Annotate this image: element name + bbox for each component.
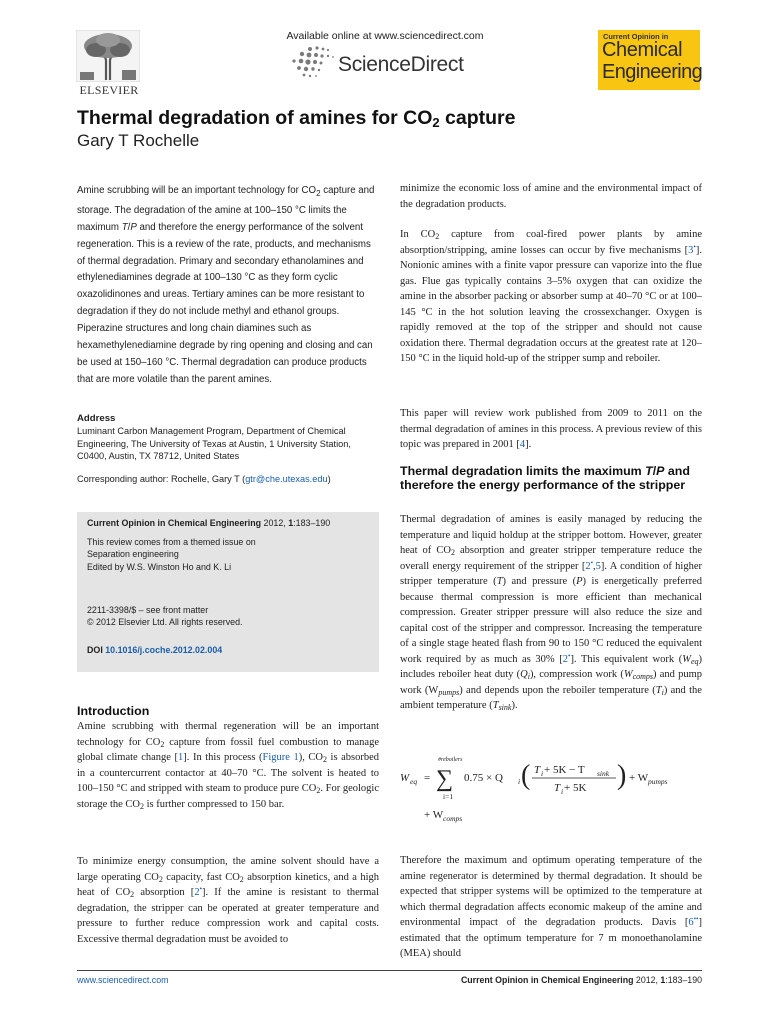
- info-box-theme: This review comes from a themed issue on Separation engineering Edited by W.S. Winston Ho and K. Li: [87, 537, 256, 572]
- footer-divider: [77, 970, 702, 971]
- info-box-issn: 2211-3398/$ – see front matter © 2012 Elsevier Ltd. All rights reserved.: [87, 605, 243, 628]
- eq-coef-sub: i: [518, 777, 521, 786]
- journal-name-line1: Chemical: [602, 39, 683, 61]
- address-text: Luminant Carbon Management Program, Department of Chemical Engineering, The University of Texas at Austin, 1 University Station, C0400, Austin, TX 78712, United States: [77, 426, 351, 462]
- abstract: Amine scrubbing will be an important technology for $CO_2$ capture and storage. The degradation of the amine at 100–150 °C limits the maximum T/P and therefore the energy performance of the solvent regeneration. This is a review of the rate, products, and mechanisms of thermal degradation. Primary and secondary ethanolamines and ethylenediamines degrade at 100–130 °C as they form cyclic oxazolidinones and ureas. Tertiary amines can be more resistant to degradation if they do not include methyl and ethanol groups. Piperazine structures and long chain diamines such as hexamethylenediamine degrade by ring opening and closing and can be used at 150–160 °C. Thermal degradation can produce products that are more volatile than the parent amines.: [77, 185, 375, 385]
- eq-num-i: i: [541, 769, 544, 778]
- eq-equals: =: [424, 772, 431, 784]
- footer-url-link[interactable]: www.sciencedirect.com: [77, 975, 169, 985]
- elsevier-tree-icon: [76, 30, 140, 82]
- right-paragraph-1: minimize the economic loss of amine and the environmental impact of the degradation products.: [400, 183, 702, 210]
- eq-sum-upper: #reboilers: [438, 757, 463, 763]
- corresponding-suffix: ): [327, 474, 331, 484]
- elsevier-logo: [76, 30, 142, 98]
- thermal-paragraph-2: Therefore the maximum and optimum operating temperature of the amine regenerator is determined by thermal degradation. It should be expected that stripper systems will be optimized to the temperature at which thermal degradation affects economic makeup of the amine and environmental impact of the degradation products. Davis [6••] estimated that the optimum temperature for 7 m monoethanolamine (MEA) should: [400, 855, 702, 959]
- article-info-box: [77, 512, 379, 672]
- eq-coefficient: 0.75 × Q: [464, 772, 503, 784]
- introduction-paragraph-2: To minimize energy consumption, the amine solvent should have a large operating $CO_2$ capacity, fast $CO_2$ absorption kinetics, and a high heat of $CO_2$ absorption [2•]. If the amine is resistant to thermal degradation, the stripper can be operated at greater temperature and pressure to further reduce compression work and capital costs. Excessive thermal degradation must be avoided to: [77, 856, 379, 945]
- available-online-text: Available online at www.sciencedirect.com: [286, 30, 484, 42]
- eq-den-rest: + 5K: [564, 782, 587, 794]
- eq-plus-comps: + W: [424, 809, 444, 821]
- introduction-paragraph-1: Amine scrubbing with thermal regeneration will be an important technology for $CO_2$ capture from fossil fuel combustion to manage global climate change [1]. In this process (Figure 1), $CO_2$ is absorbed in a countercurrent contactor at 40–70 °C. The solvent is heated to 100–150 °C and stripped with steam to produce pure $CO_2$. For geologic storage the $CO_2$ is further compressed to 150 bar.: [77, 721, 380, 811]
- eq-num-rest: + 5K − T: [544, 764, 585, 776]
- info-box-journal: Current Opinion in Chemical Engineering 2012, 1:183–190: [87, 518, 331, 528]
- sciencedirect-dots-icon: [290, 45, 338, 81]
- eq-num-sink: sink: [597, 769, 610, 778]
- corresponding-prefix: Corresponding author: Rochelle, Gary T (: [77, 474, 246, 484]
- eq-comps-sub: comps: [443, 814, 463, 823]
- footer-citation: Current Opinion in Chemical Engineering 2012, 1:183–190: [460, 975, 702, 985]
- article-title: Thermal degradation of amines for $CO_2$ capture: [77, 107, 516, 130]
- eq-plus-pumps: + W: [629, 772, 649, 784]
- eq-lhs: W: [400, 772, 410, 784]
- eq-paren-right: ): [617, 760, 627, 791]
- doi-link[interactable]: 10.1016/j.coche.2012.02.004: [105, 645, 223, 655]
- eq-den-i: i: [561, 787, 564, 796]
- eq-pumps-sub: pumps: [648, 777, 668, 786]
- thermal-degradation-heading: Thermal degradation limits the maximum T/P and therefore the energy performance of the stripper: [400, 464, 690, 492]
- eq-num-t: T: [534, 764, 541, 776]
- introduction-heading: Introduction: [77, 704, 150, 718]
- author-email-link[interactable]: gtr@che.utexas.edu: [245, 474, 328, 484]
- journal-prefix: Current Opinion in: [603, 32, 669, 41]
- address-heading: Address: [77, 413, 116, 424]
- corresponding-author: [77, 474, 378, 484]
- elsevier-label: ELSEVIER: [79, 83, 139, 97]
- eq-sum-lower: i=1: [443, 792, 454, 801]
- sciencedirect-logo[interactable]: [290, 45, 490, 81]
- sciencedirect-name: ScienceDirect: [338, 53, 464, 76]
- journal-cover-badge[interactable]: [598, 30, 703, 90]
- right-paragraph-2: In $CO_2$ capture from coal-fired power plants by amine absorption/stripping, amine losses can occur by five mechanisms [3•]. Nonionic amines with a finite vapor pressure can vaporize into the flue gas. Flue gas typically contains 3–5% oxygen that can oxidize the amine in the absorber packing or absorber sump at 40–70 °C or at 100–145 °C in the hot solution leaving the crossexchanger. Oxygen is rapidly removed at the top of the stripper and should not cause oxidation there. Thermal degradation occurs at the greatest rate at 120–150 °C in the liquid hold-up of the stripper sump and reboiler.: [400, 229, 702, 364]
- equivalent-work-equation: [400, 752, 702, 826]
- thermal-paragraph-1: Thermal degradation of amines is easily managed by reducing the temperature and liquid holdup at the stripper bottom. However, greater heat of $CO_2$ absorption and greater stripper temperature reduce the overall energy requirement of the stripper [2•,5]. A condition of higher stripper temperature (T) and pressure (P) is energetically preferred because thermal compression is more efficient than mechanical compression. Greater stripper pressure will also reduce the size and capital cost of the stripper and compressor. Increasing the temperature of a single stage heated flash from 90 to 150 °C reduced the equivalent work required by as much as 30% [2•]. This equivalent work $(W_{eq})$ includes reboiler heat duty $(Q_i)$, compression work $(W_{comps})$ and pump work $(W_{pumps})$ and depends upon the reboiler temperature $(T_i)$ and the ambient temperature $(T_{sink})$.: [400, 514, 703, 712]
- eq-den-t: T: [554, 782, 561, 794]
- journal-name-line2: Engineering: [602, 61, 703, 83]
- article-author: Gary T Rochelle: [77, 131, 200, 150]
- eq-sum-symbol: ∑: [436, 766, 454, 792]
- doi-label: DOI: [87, 645, 103, 655]
- eq-paren-left: (: [521, 760, 531, 791]
- eq-lhs-sub: eq: [410, 777, 418, 786]
- right-paragraph-3: This paper will review work published from 2009 to 2011 on the thermal degradation of amines in this process. A previous review of this topic was prepared in 2001 [4].: [400, 408, 702, 450]
- info-box-doi: [87, 644, 222, 656]
